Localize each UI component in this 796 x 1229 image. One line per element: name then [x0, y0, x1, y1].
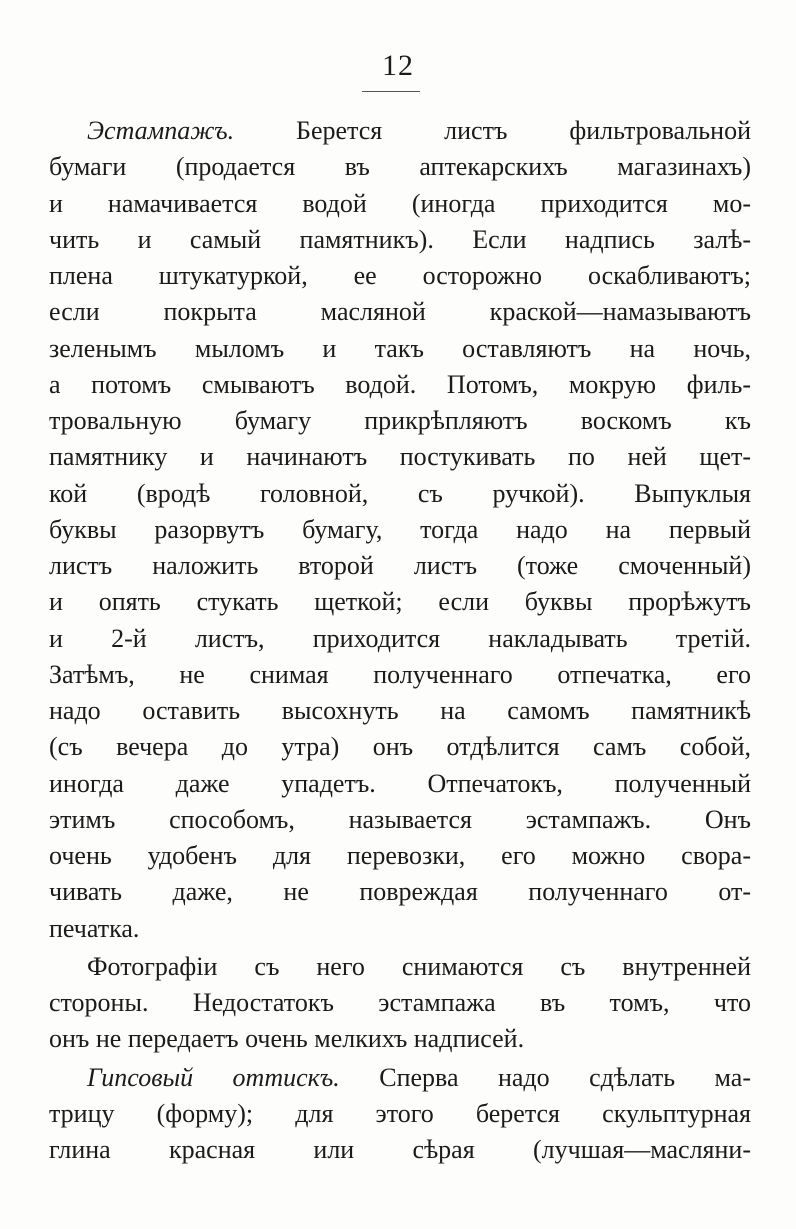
text-line [49, 113, 751, 149]
line-text: буквы разорвутъ бумагу, тогда надо на первый [49, 514, 751, 544]
text-line [49, 729, 751, 765]
line-text: зеленымъ мыломъ и такъ оставляютъ на ночь, [49, 333, 751, 363]
text-line [49, 439, 751, 475]
line-text: трицу (форму); для этого берется скульптурная [49, 1098, 751, 1128]
text-line [49, 512, 751, 548]
text-line [49, 403, 751, 439]
line-text: иногда даже упадетъ. Отпечатокъ, полученный [49, 768, 751, 798]
text-line [49, 548, 751, 584]
text-line [49, 1021, 751, 1057]
text-line [49, 802, 751, 838]
text-line [49, 331, 751, 367]
text-line [49, 258, 751, 294]
text-line [49, 367, 751, 403]
page-text [49, 113, 751, 1168]
line-text: Затѣмъ, не снимая полученнаго отпечатка, его [49, 659, 751, 689]
line-text: листъ наложить второй листъ (тоже смоченный) [49, 551, 751, 580]
text-line [49, 693, 751, 729]
text-line [49, 985, 751, 1021]
text-line [49, 1060, 751, 1096]
text-line [49, 149, 751, 185]
line-text: и опять стукать щеткой; если буквы прорѣжутъ [49, 587, 751, 617]
line-text: чить и самый памятникъ). Если надпись залѣ- [49, 224, 751, 254]
text-line [49, 874, 751, 910]
line-text: глина красная или сѣрая (лучшая—масляни- [49, 1135, 751, 1164]
line-text: бумаги (продается въ аптекарскихъ магазинахъ) [49, 152, 751, 182]
text-line [49, 911, 751, 947]
italic-heading: Гипсовый оттискъ. [87, 1062, 340, 1092]
line-text: надо оставить высохнуть на самомъ памятникѣ [49, 696, 751, 725]
line-text: этимъ способомъ, называется эстампажъ. Онъ [49, 804, 751, 834]
header-rule [362, 91, 420, 92]
line-text: Фотографіи съ него снимаются съ внутренней [87, 951, 751, 981]
text-line [49, 476, 751, 512]
text-line [49, 584, 751, 620]
text-line [49, 222, 751, 258]
text-line [49, 766, 751, 802]
line-text: и намачивается водой (иногда приходится мо- [49, 188, 751, 218]
line-text: плена штукатуркой, ее осторожно оскабливаютъ; [49, 261, 751, 290]
line-text: кой (вродѣ головной, съ ручкой). Выпуклыя [49, 478, 751, 508]
text-line [49, 294, 751, 330]
line-text: печатка. [49, 913, 140, 943]
line-text: Сперва надо сдѣлать ма- [339, 1062, 751, 1092]
line-text: очень удобенъ для перевозки, его можно свора- [49, 841, 751, 870]
text-line [49, 621, 751, 657]
page-number: 12 [382, 49, 414, 82]
line-text: онъ не передаетъ очень мелкихъ надписей. [49, 1024, 525, 1054]
text-line [49, 838, 751, 874]
line-text: и 2-й листъ, приходится накладывать третій. [49, 623, 751, 653]
line-text: стороны. Недостатокъ эстампажа въ томъ, что [49, 988, 751, 1017]
text-line [49, 1132, 751, 1168]
text-line [49, 657, 751, 693]
text-line [49, 949, 751, 985]
line-text: а потомъ смываютъ водой. Потомъ, мокрую филь- [49, 369, 751, 399]
line-text: если покрыта масляной краской—намазываютъ [49, 297, 751, 327]
line-text: тровальную бумагу прикрѣпляютъ воскомъ къ [49, 406, 751, 435]
line-text: чивать даже, не повреждая полученнаго от- [49, 877, 751, 907]
text-line [49, 186, 751, 222]
line-text: памятнику и начинаютъ постукивать по ней щет- [49, 442, 751, 472]
text-line [49, 1096, 751, 1132]
line-text: Берется листъ фильтровальной [234, 116, 751, 145]
line-text: (съ вечера до утра) онъ отдѣлится самъ собой, [49, 732, 751, 762]
italic-heading: Эстампажъ. [87, 116, 235, 145]
